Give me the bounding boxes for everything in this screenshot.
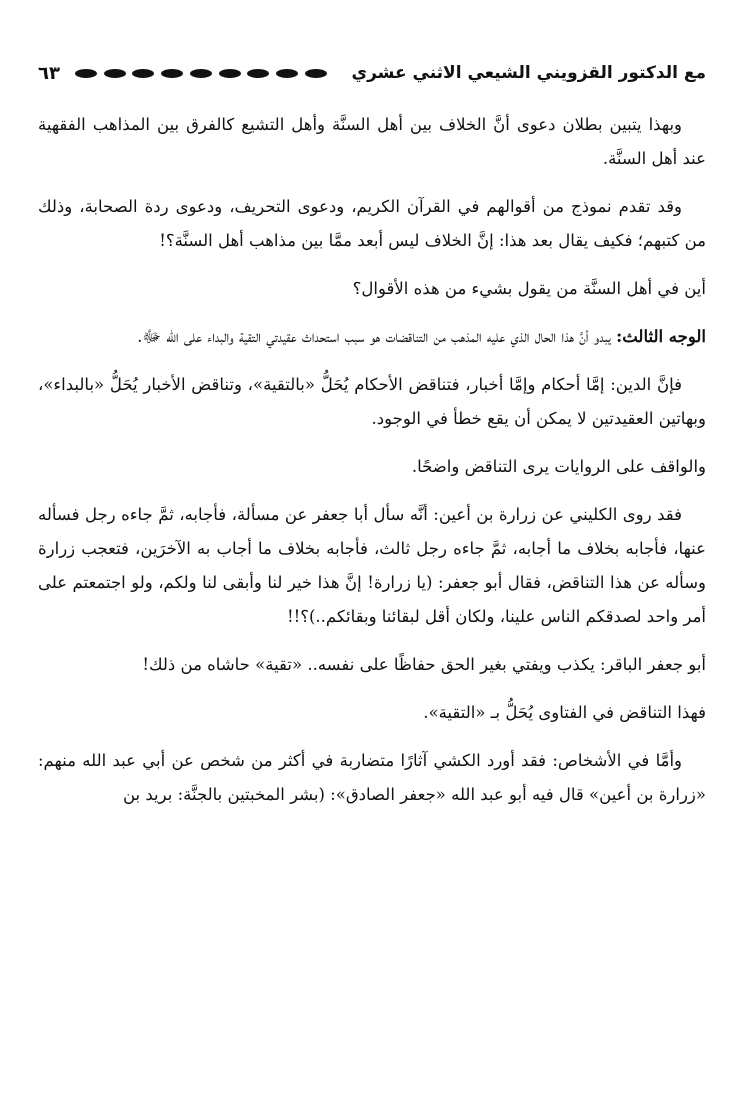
header-ornament <box>68 66 334 80</box>
paragraph: وبهذا يتبين بطلان دعوى أنَّ الخلاف بين أهل السنَّة وأهل التشيع كالفرق بين المذاهب الفقهية عند أهل السنَّة. <box>38 115 706 168</box>
paragraph: أبو جعفر الباقر: يكذب ويفتي بغير الحق حفاظًا على نفسه.. «تقية» حاشاه من ذلك! <box>142 655 706 674</box>
paragraph: وأمَّا في الأشخاص: فقد أورد الكشي آثارًا متضاربة في أكثر من شخص عن أبي عبد الله منهم: «زرارة بن أعين» قال فيه أبو عبد الله «جعفر الصادق»: (بشر المخبتين بالجنَّة: بريد بن <box>38 751 706 804</box>
paragraph: فإنَّ الدين: إمَّا أحكام وإمَّا أخبار، فتناقض الأحكام يُحَلُّ «بالتقية»، وتناقض الأخبار يُحَلُّ «بالبداء»، وبهاتين العقيدتين لا يمكن أن يقع خطأ في الوجود. <box>38 375 706 428</box>
paragraph <box>38 320 706 354</box>
page-body <box>38 108 706 826</box>
paragraph: والواقف على الروايات يرى التناقض واضحًا. <box>411 457 706 476</box>
page-header <box>38 58 706 88</box>
paragraph-text: يبدو أنَّ هذا الحال الذي عليه المذهب من التناقضات هو سبب استحداث عقيدتي التقية والبداء على الله ﷻ. <box>137 327 617 346</box>
paragraph-lead: الوجه الثالث: <box>616 327 706 346</box>
paragraph: وقد تقدم نموذج من أقوالهم في القرآن الكريم، ودعوى التحريف، ودعوى ردة الصحابة، وذلك من كتبهم؛ فكيف يقال بعد هذا: إنَّ الخلاف ليس أبعد ممَّا بين مذاهب أهل السنَّة؟! <box>38 197 706 250</box>
paragraph: أين في أهل السنَّة من يقول بشيء من هذه الأقوال؟ <box>352 279 706 298</box>
paragraph: فقد روى الكليني عن زرارة بن أعين: أنَّه سأل أبا جعفر عن مسألة، فأجابه، ثمَّ جاءه رجل فسأله عنها، فأجابه بخلاف ما أجابه، ثمَّ جاءه رجل ثالث، فأجابه بخلاف ما أجاب به الآخرَين، فتعجب زرارة وسأله عن هذا التناقض، فقال أبو جعفر: (يا زرارة! إنَّ هذا خير لنا وأبقى لنا ولكم، ولو اجتمعتم على أمر واحد لصدقكم الناس علينا، ولكان أقل لبقائنا وبقائكم..)؟!! <box>38 505 706 626</box>
paragraph: فهذا التناقض في الفتاوى يُحَلُّ بـ «التقية». <box>423 703 706 722</box>
running-title: مع الدكتور القزويني الشيعي الاثني عشري <box>351 63 706 83</box>
page-number: ٦٣ <box>38 62 60 84</box>
